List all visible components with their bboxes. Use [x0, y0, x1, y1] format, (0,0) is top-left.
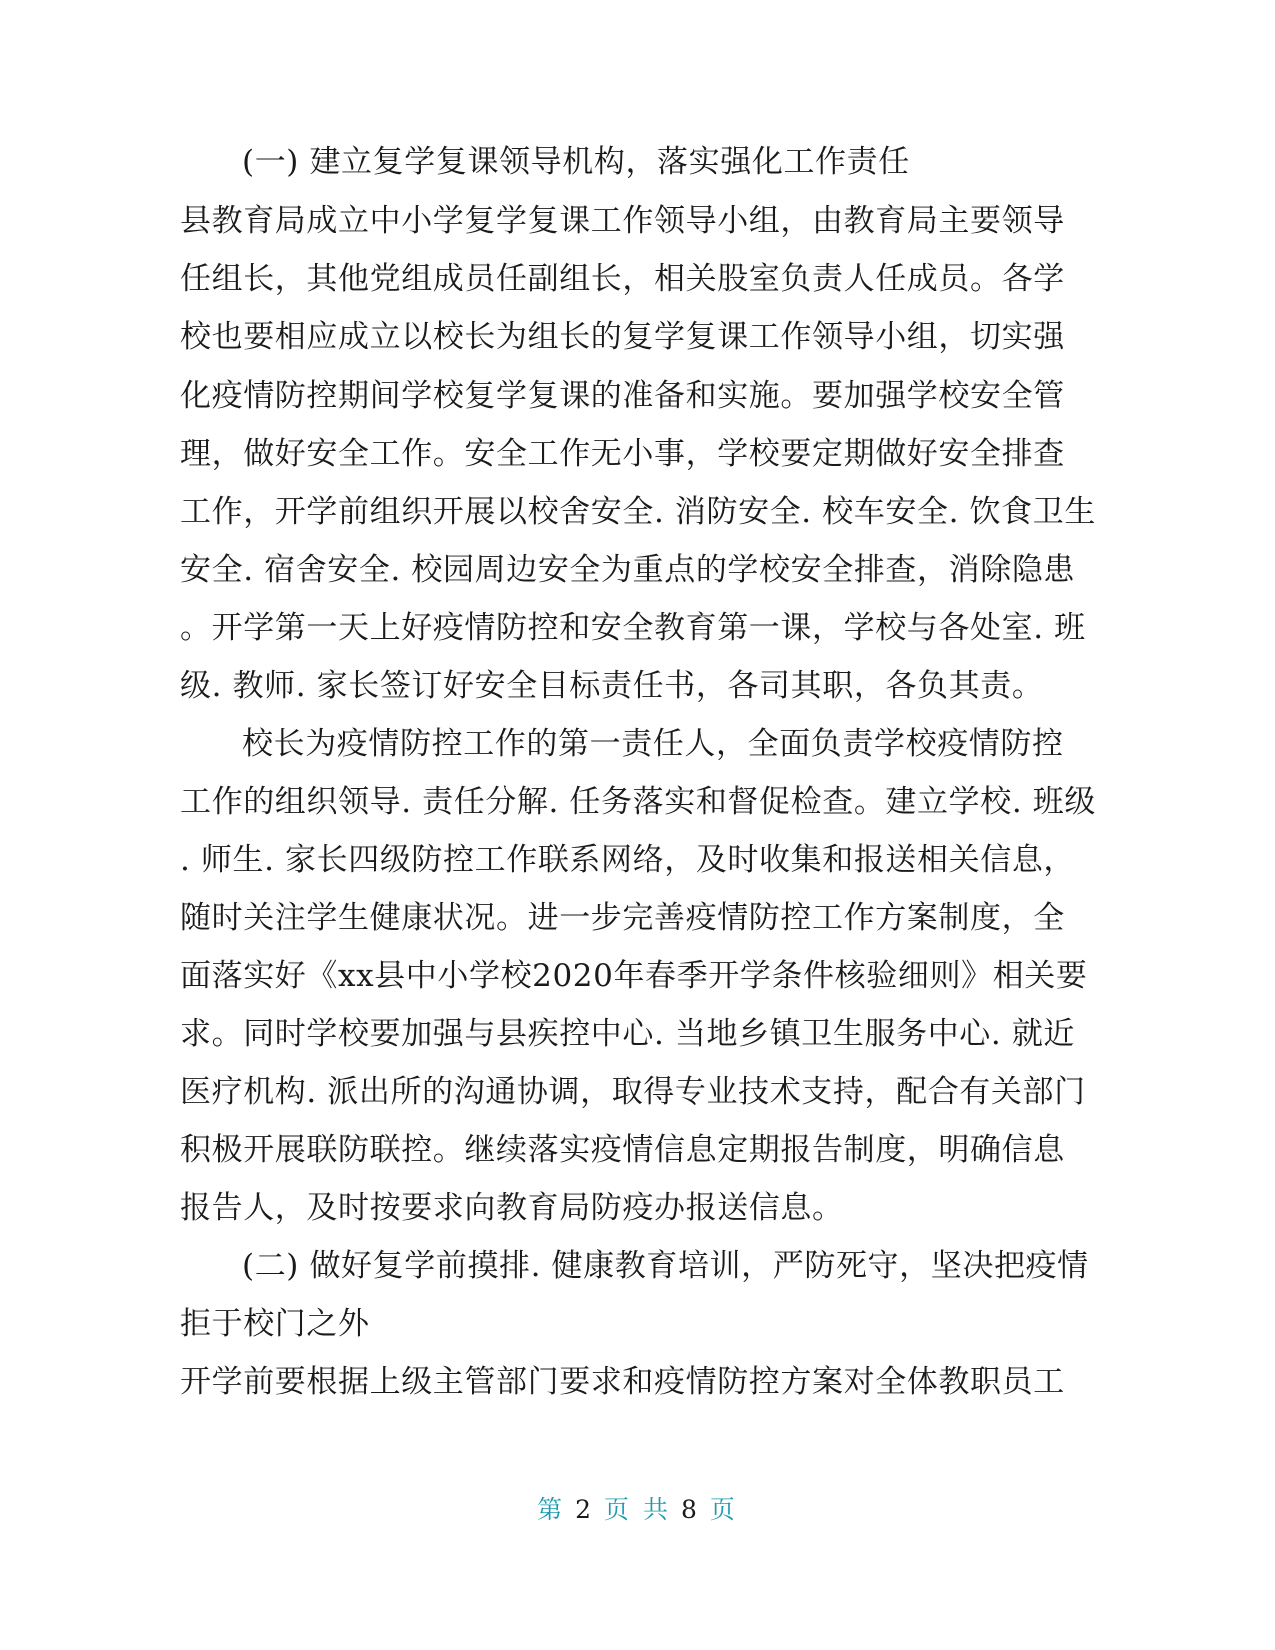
paragraph-line: 面落实好《xx县中小学校2020年春季开学条件核验细则》相关要	[180, 958, 1088, 994]
paragraph-line: 随时关注学生健康状况。进一步完善疫情防控工作方案制度，全	[180, 900, 1065, 936]
footer-current-page: 2	[575, 1495, 595, 1524]
paragraph-line: 开学前要根据上级主管部门要求和疫情防控方案对全体教职员工	[180, 1364, 1065, 1400]
section-heading-2: (二) 做好复学前摸排. 健康教育培训，严防死守，坚决把疫情	[242, 1248, 1089, 1284]
paragraph-line: 任组长，其他党组成员任副组长，相关股室负责人任成员。各学	[180, 261, 1065, 297]
paragraph-line: 积极开展联防联控。继续落实疫情信息定期报告制度，明确信息	[180, 1132, 1065, 1168]
paragraph-line: 县教育局成立中小学复学复课工作领导小组，由教育局主要领导	[180, 203, 1065, 239]
paragraph-line: 报告人，及时按要求向教育局防疫办报送信息。	[180, 1190, 844, 1226]
paragraph-line: 理，做好安全工作。安全工作无小事，学校要定期做好安全排查	[180, 436, 1065, 472]
footer-prefix: 第	[537, 1495, 566, 1524]
paragraph-line: 。开学第一天上好疫情防控和安全教育第一课，学校与各处室. 班	[180, 610, 1086, 646]
paragraph-line: . 师生. 家长四级防控工作联系网络，及时收集和报送相关信息，	[180, 842, 1076, 878]
paragraph-line: 级. 教师. 家长签订好安全目标责任书，各司其职，各负其责。	[180, 668, 1044, 704]
paragraph-line: 校长为疫情防控工作的第一责任人，全面负责学校疫情防控	[242, 726, 1064, 762]
paragraph-line: 安全. 宿舍安全. 校园周边安全为重点的学校安全排查，消除隐患	[180, 552, 1076, 588]
section-heading-1: (一) 建立复学复课领导机构，落实强化工作责任	[242, 144, 910, 180]
footer-middle: 页 共	[604, 1495, 671, 1524]
footer-total-pages: 8	[680, 1495, 700, 1524]
paragraph-line: 医疗机构. 派出所的沟通协调，取得专业技术支持，配合有关部门	[180, 1074, 1086, 1110]
paragraph-line: 工作，开学前组织开展以校舍安全. 消防安全. 校车安全. 饮食卫生	[180, 494, 1096, 530]
paragraph-line: 工作的组织领导. 责任分解. 任务落实和督促检查。建立学校. 班级	[180, 784, 1096, 820]
paragraph-line: 化疫情防控期间学校复学复课的准备和实施。要加强学校安全管	[180, 378, 1065, 414]
section-heading-2-continued: 拒于校门之外	[180, 1306, 370, 1342]
paragraph-line: 求。同时学校要加强与县疾控中心. 当地乡镇卫生服务中心. 就近	[180, 1016, 1076, 1052]
paragraph-line: 校也要相应成立以校长为组长的复学复课工作领导小组，切实强	[180, 319, 1065, 355]
page-footer	[0, 1494, 1275, 1526]
footer-suffix: 页	[709, 1495, 738, 1524]
